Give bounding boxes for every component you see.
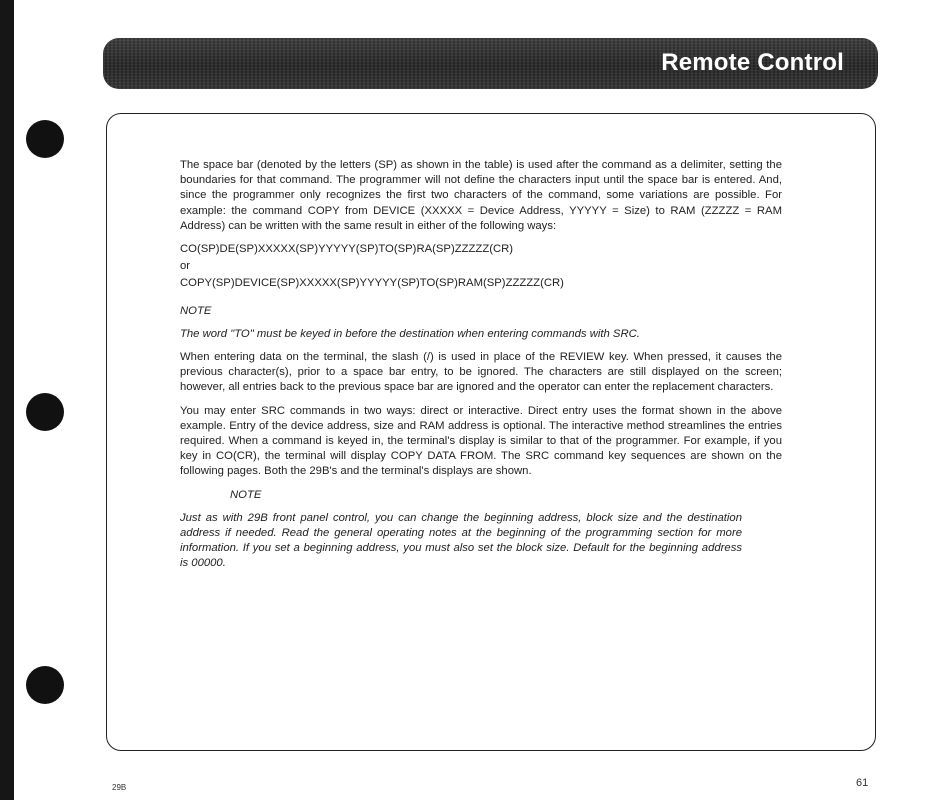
- note-heading: NOTE: [180, 304, 212, 317]
- code-example-long: COPY(SP)DEVICE(SP)XXXXX(SP)YYYYY(SP)TO(SP)RAM(SP)ZZZZZ(CR): [180, 277, 564, 290]
- paragraph-space-bar: The space bar (denoted by the letters (SP) as shown in the table) is used after the command as a delimiter, setting the boundaries for that command. The programmer will not define the characters input until the space bar is entered. And, since the programmer only recognizes the first two characters of the command, some variations are possible. For example: the command COPY from DEVICE (XXXXX = Device Address, YYYYY = Size) to RAM (ZZZZZ = RAM Address) can be written with the same result in either of the following ways:: [180, 159, 782, 232]
- section-title: Remote Control: [661, 49, 844, 76]
- paragraph-slash-key: When entering data on the terminal, the slash (/) is used in place of the REVIEW key. When pressed, it causes the previous character(s), prior to a space bar entry, to be ignored. The characters are still displayed on the screen; however, all entries back to the previous space bar are ignored and the operator can enter the replacement characters.: [180, 351, 782, 394]
- note-heading-second: NOTE: [230, 488, 262, 501]
- section-header-bar: [103, 38, 878, 89]
- page-number: 61: [856, 777, 869, 789]
- code-or-separator: or: [180, 260, 191, 273]
- note-text: The word "TO" must be keyed in before the destination when entering commands with SRC.: [180, 327, 640, 340]
- punch-hole-middle: [26, 393, 64, 431]
- note-text-second: Just as with 29B front panel control, you can change the beginning address, block size and the destination address if needed. Read the general operating notes at the beginning of the programming section for more information. If you set a beginning address, you must also set the block size. Default for the beginning address is 00000.: [180, 511, 742, 570]
- footer-model-label: 29B: [112, 783, 127, 792]
- content-body: [180, 158, 782, 580]
- paragraph-src-commands: You may enter SRC commands in two ways: direct or interactive. Direct entry uses the format shown in the above example. Entry of the device address, size and RAM address is optional. The interactive method streamlines the entries required. When a command is keyed in, the terminal's display is similar to that of the programmer. For example, if you key in CO(CR), the terminal will display COPY DATA FROM. The SRC command key sequences are shown on the following pages. Both the 29B's and the terminal's displays are shown.: [180, 404, 782, 478]
- binding-strip: [0, 0, 14, 800]
- punch-hole-bottom: [26, 666, 64, 704]
- code-example-short: CO(SP)DE(SP)XXXXX(SP)YYYYY(SP)TO(SP)RA(SP)ZZZZZ(CR): [180, 243, 514, 256]
- punch-hole-top: [26, 120, 64, 158]
